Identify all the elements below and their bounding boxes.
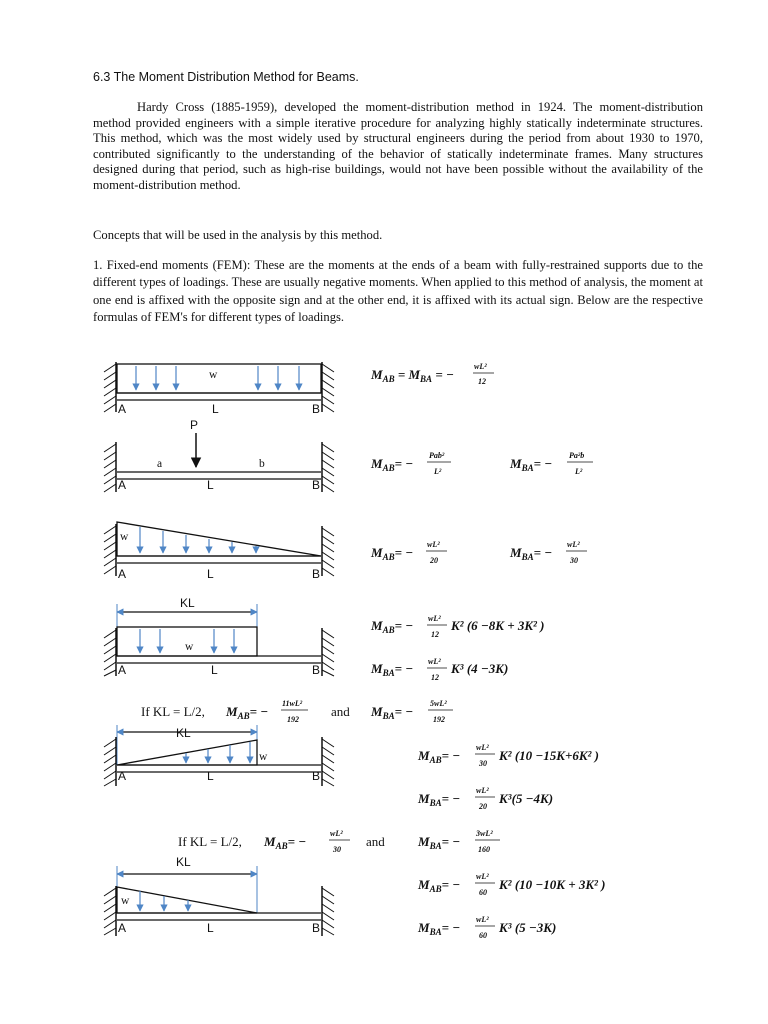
case4-formula-mba (370, 657, 508, 682)
svg-text:5wL²: 5wL² (430, 699, 447, 708)
case1-load-arrows (136, 366, 299, 390)
case1-b-label: B (312, 402, 321, 416)
svg-text:MAB= −: $M_{AB}=$ − (371, 456, 414, 473)
svg-text:wL²: wL² (567, 540, 580, 549)
svg-text:and: and (366, 834, 385, 849)
svg-text:MBA= −: $M_{BA}=$ − (371, 704, 414, 721)
svg-text:192: 192 (287, 715, 299, 724)
case3-a-label: A (118, 567, 127, 581)
svg-text:60: 60 (479, 931, 487, 940)
svg-text:L²: L² (575, 467, 583, 476)
svg-text:K² (10 −10K + 3K² ): K² (10 −10K + 3K² ) (499, 877, 606, 892)
case5-a-label: A (118, 769, 127, 783)
case1-left-support (104, 362, 116, 412)
svg-text:Pab²: Pab² (429, 451, 445, 460)
case4-note (141, 699, 453, 724)
case1-a-label: A (118, 402, 127, 416)
svg-text:If KL = L/2,: If KL = L/2, (178, 834, 242, 849)
svg-text:MBA= −: $M_{BA}=$ − (510, 545, 553, 562)
svg-text:wL²: wL² (476, 872, 489, 881)
case5-note (178, 829, 500, 854)
svg-text:K³ (5 −3K): K³ (5 −3K) (499, 920, 557, 935)
svg-text:MAB= −: $M_{AB}=$ − (226, 704, 269, 721)
svg-text:wL²: wL² (428, 657, 441, 666)
svg-text:3wL²: 3wL² (476, 829, 493, 838)
case2-l-label: L (207, 478, 214, 492)
case5-formula-mba (417, 786, 553, 811)
svg-text:12: 12 (478, 377, 486, 386)
case4-l-label: L (211, 663, 218, 677)
case1-formula (370, 362, 494, 386)
case2-beam (104, 418, 334, 492)
case6-kl-label: KL (176, 855, 191, 869)
case4-w-label: w (185, 641, 194, 653)
svg-text:wL²: wL² (330, 829, 343, 838)
case3-beam (104, 522, 334, 581)
svg-text:Pa²b: Pa²b (569, 451, 585, 460)
case3-l-label: L (207, 567, 214, 581)
case3-b-label: B (312, 567, 321, 581)
case5-w-label: w (259, 751, 268, 763)
case5-beam (104, 725, 334, 786)
svg-text:and: and (331, 704, 350, 719)
svg-text:MBA= −: $M_{BA}=$ − (418, 791, 461, 808)
svg-text:30: 30 (333, 845, 341, 854)
case1-right-support (322, 362, 334, 412)
case2-b-dist-label: b (259, 458, 265, 470)
case6-formula-mba (417, 915, 556, 940)
case2-formula-mba (509, 451, 593, 476)
svg-text:30: 30 (479, 759, 487, 768)
case6-a-label: A (118, 921, 127, 935)
svg-text:wL²: wL² (427, 540, 440, 549)
svg-text:30: 30 (570, 556, 578, 565)
case6-formula-mab (417, 872, 606, 897)
case4-kl-label: KL (180, 596, 195, 610)
case4-beam (104, 596, 334, 677)
case4-b-label: B (312, 663, 321, 677)
case2-b-label: B (312, 478, 321, 492)
svg-text:160: 160 (478, 845, 490, 854)
svg-text:20: 20 (430, 556, 438, 565)
case3-formula-mba (509, 540, 587, 565)
svg-text:12: 12 (431, 673, 439, 682)
svg-text:11wL²: 11wL² (282, 699, 303, 708)
case6-w-label: w (121, 895, 130, 907)
case4-formula-mab (370, 614, 545, 639)
svg-text:MBA= −: $M_{BA}=$ − (510, 456, 553, 473)
case5-l-label: L (207, 769, 214, 783)
concepts-heading: Concepts that will be used in the analysis by this method. (93, 228, 383, 242)
svg-text:K³ (4 −3K): K³ (4 −3K) (451, 661, 509, 676)
case2-a-dist-label: a (157, 458, 163, 470)
svg-text:MBA= −: $M_{BA}=$ − (418, 834, 461, 851)
case1-w-label: w (209, 369, 218, 381)
svg-text:MAB= −: $M_{AB}=$ − (418, 748, 461, 765)
svg-text:MAB= −: $M_{AB}=$ − (371, 545, 414, 562)
svg-text:MBA= −: $M_{BA}=$ − (418, 920, 461, 937)
case6-b-label: B (312, 921, 321, 935)
section-heading: 6.3 The Moment Distribution Method for Beams. (93, 70, 359, 84)
svg-text:wL²: wL² (476, 915, 489, 924)
svg-text:MAB = MBA = −: $M_{AB} = M_{BA}$ = − (371, 367, 454, 384)
case6-l-label: L (207, 921, 214, 935)
intro-text: Hardy Cross (1885-1959), developed the moment-distribution method in 1924. The moment-distribution method provided engineers with a simple iterative procedure for analyzing highly statically indeterminate structures. This method, which was the most widely used by structural engineers during the period from about 1930 to 1970, contributed significantly to the understanding of the behavior of statically indeterminate frames. Many structures designed during that period, such as high-rise buildings, would not have been possible without the availability of the moment-distribution method. (93, 100, 703, 192)
case6-beam (104, 855, 334, 936)
case2-a-label: A (118, 478, 127, 492)
svg-text:12: 12 (431, 630, 439, 639)
svg-text:20: 20 (479, 802, 487, 811)
case2-formula-mab (370, 451, 451, 476)
case3-formula-mab (370, 540, 447, 565)
svg-text:MAB= −: $M_{AB}=$ − (264, 834, 307, 851)
svg-text:wL²: wL² (476, 743, 489, 752)
case2-p-label: P (190, 418, 199, 432)
svg-text:192: 192 (433, 715, 445, 724)
fem-definition: 1. Fixed-end moments (FEM): These are the moments at the ends of a beam with fully-restrained supports due to the different types of loadings. These are usually negative moments. When applied to this method of analysis, the moment at one end is affixed with the opposite sign and at the other end, it is affixed with its actual sign. Below are the respective formulas of FEM's for different types of loadings. (93, 258, 703, 325)
svg-text:K² (10 −15K+6K² ): K² (10 −15K+6K² ) (499, 748, 600, 763)
svg-text:wL²: wL² (476, 786, 489, 795)
case5-formula-mab (417, 743, 599, 768)
svg-text:60: 60 (479, 888, 487, 897)
case5-kl-label: KL (176, 726, 191, 740)
case1-l-label: L (212, 402, 219, 416)
svg-text:MBA= −: $M_{BA}=$ − (371, 661, 414, 678)
svg-text:MAB= −: $M_{AB}=$ − (371, 618, 414, 635)
svg-text:wL²: wL² (474, 362, 487, 371)
svg-text:K³(5 −4K): K³(5 −4K) (499, 791, 554, 806)
svg-text:wL²: wL² (428, 614, 441, 623)
case4-a-label: A (118, 663, 127, 677)
svg-text:If KL = L/2,: If KL = L/2, (141, 704, 205, 719)
case1-beam (104, 362, 334, 416)
case3-w-label: w (120, 531, 129, 543)
svg-text:K² (6 −8K + 3K² ): K² (6 −8K + 3K² ) (451, 618, 545, 633)
case5-b-label: B (312, 769, 321, 783)
svg-text:MAB= −: $M_{AB}=$ − (418, 877, 461, 894)
svg-text:L²: L² (434, 467, 442, 476)
